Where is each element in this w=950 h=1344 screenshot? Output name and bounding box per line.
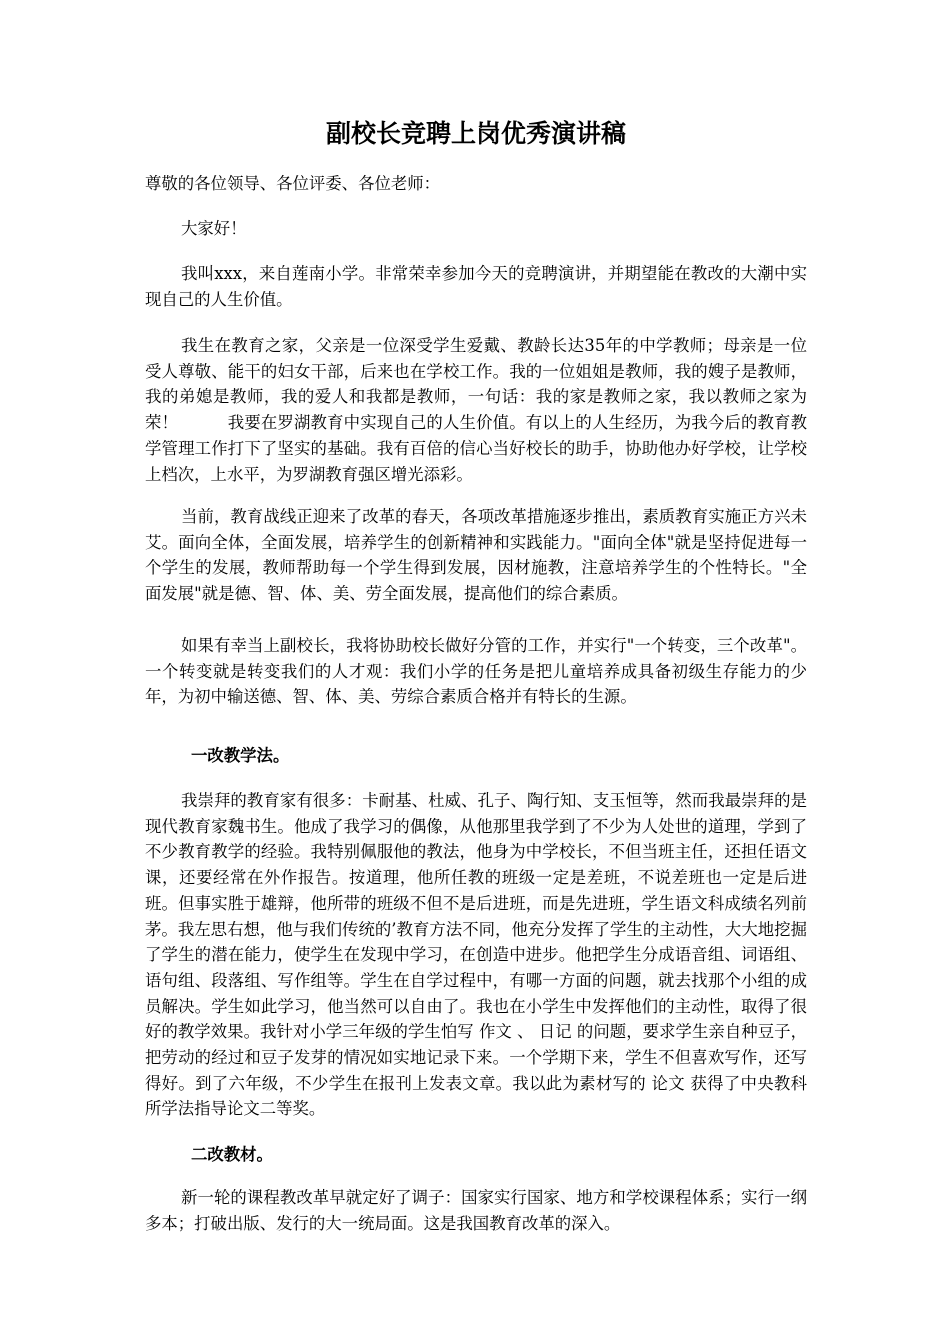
paragraph-teaching-method: 我崇拜的教育家有很多：卡耐基、杜威、孔子、陶行知、支玉恒等，然而我最崇拜的是现代教育家魏书生。他成了我学习的偶像，从他那里我学到了不少为人处世的道理，学到了不少教育教学的经验。我特别佩服他的教法，他身为中学校长，不但当班主任，还担任语文课，还要经常在外作报告。按道理，他所任教的班级一定是差班，不说差班也一定是后进班。但事实胜于雄辩，他所带的班级不但不是后进班，而是先进班，学生语文科成绩名列前茅。我左思右想，他与我们传统的’教育方法不同，他充分发挥了学生的主动性，大大地挖掘了学生的潜在能力，使学生在发现中学习，在创造中进步。他把学生分成语音组、词语组、语句组、段落组、写作组等。学生在自学过程中，有哪一方面的问题，就去找那个小组的成员解决。学生如此学习，他当然可以自由了。我也在小学生中发挥他们的主动性，取得了很好的教学效果。我针对小学三年级的学生怕写 作文 、 日记 的问题，要求学生亲自种豆子，把劳动的经过和豆子发芽的情况如实地记录下来。一个学期下来，学生不但喜欢写作，还写得好。到了六年级，不少学生在报刊上发表文章。我以此为素材写的 论文 获得了中央教科所学法指导论文二等奖。 xyxy=(145,791,807,1119)
section-heading-teaching-method: 一改教学法。 xyxy=(191,746,290,765)
paragraph-family: 我生在教育之家，父亲是一位深受学生爱戴、教龄长达35年的中学教师；母亲是一位受人尊敬、能干的妇女干部，后来也在学校工作。我的一位姐姐是教师，我的嫂子是教师，我的弟媳是教师，我的爱人和我都是教师，一句话：我的家是教师之家，我以教师之家为荣！ 我要在罗湖教育中实现自己的人生价值。有以上的人生经历，为我今后的教育教学管理工作打下了坚实的基础。我有百倍的信心当好校长的助手，协助他办好学校，让学校上档次，上水平，为罗湖教育强区增光添彩。 xyxy=(145,336,807,484)
paragraph-reform: 当前，教育战线正迎来了改革的春天，各项改革措施逐步推出，素质教育实施正方兴未艾。面向全体，全面发展，培养学生的创新精神和实践能力。"面向全体"就是坚持促进每一个学生的发展，教师帮助每一个学生得到发展，因材施教，注意培养学生的个性特长。"全面发展"就是德、智、体、美、劳全面发展，提高他们的综合素质。 xyxy=(145,507,807,604)
section-heading-textbook: 二改教材。 xyxy=(191,1145,273,1164)
document-title: 副校长竞聘上岗优秀演讲稿 xyxy=(325,119,626,148)
greeting: 大家好！ xyxy=(181,219,247,238)
paragraph-textbook: 新一轮的课程教改革早就定好了调子：国家实行国家、地方和学校课程体系；实行一纲多本；打破出版、发行的大一统局面。这是我国教育改革的深入。 xyxy=(145,1188,807,1233)
paragraph-plan: 如果有幸当上副校长，我将协助校长做好分管的工作，并实行"一个转变，三个改革"。一个转变就是转变我们的人才观：我们小学的任务是把儿童培养成具备初级生存能力的少年，为初中输送德、智、体、美、劳综合素质合格并有特长的生源。 xyxy=(145,636,807,707)
salutation: 尊敬的各位领导、各位评委、各位老师： xyxy=(145,174,441,193)
paragraph-intro: 我叫xxx，来自莲南小学。非常荣幸参加今天的竞聘演讲，并期望能在教改的大潮中实现自己的人生价值。 xyxy=(145,264,807,309)
